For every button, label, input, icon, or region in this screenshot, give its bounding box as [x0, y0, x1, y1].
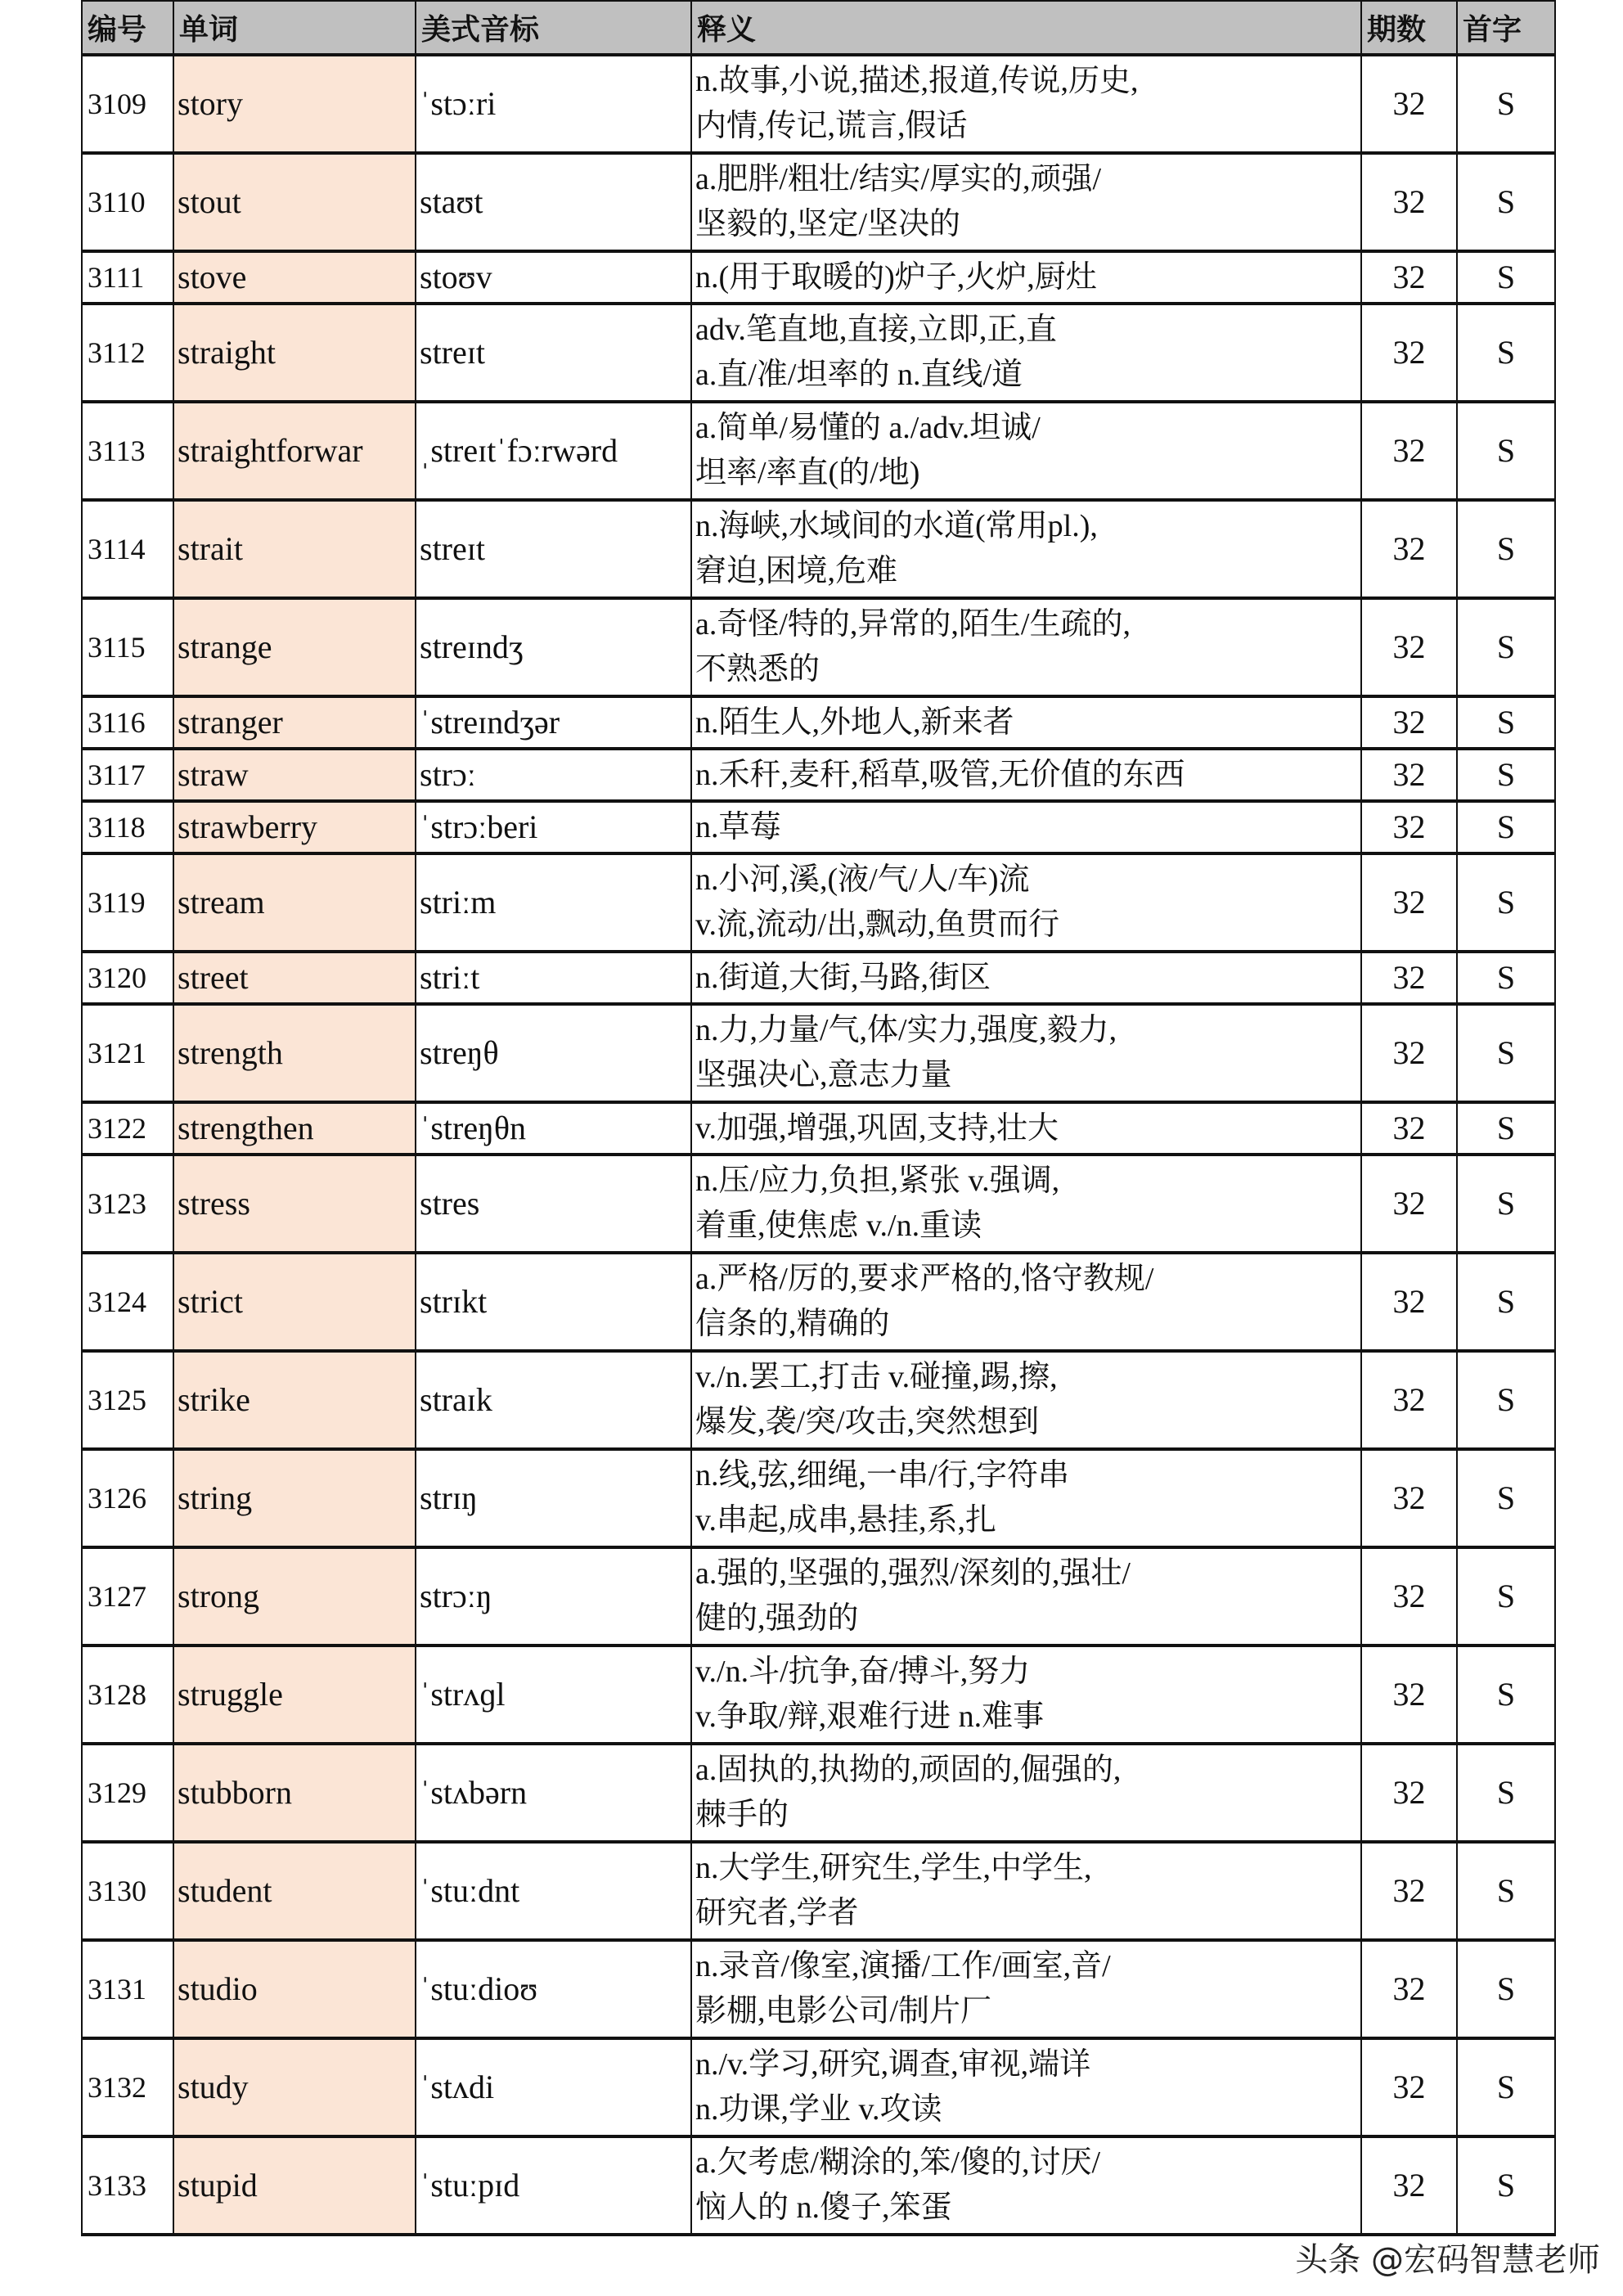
- row-definition: [691, 1940, 1361, 2038]
- row-definition: [691, 251, 1361, 304]
- row-word: strict: [173, 1253, 416, 1351]
- definition-line: 恼人的 n.傻子,笨蛋: [695, 2190, 952, 2225]
- table-row: [82, 1449, 1555, 1547]
- table-row: [82, 1645, 1555, 1744]
- row-word: stubborn: [173, 1744, 416, 1842]
- row-word: study: [173, 2038, 416, 2136]
- table-row: [82, 1547, 1555, 1645]
- row-issue: 32: [1361, 1155, 1457, 1253]
- row-id: 3131: [82, 1940, 173, 2038]
- row-word: straightforwar: [173, 402, 416, 500]
- row-initial: S: [1457, 2038, 1555, 2136]
- row-issue: 32: [1361, 251, 1457, 304]
- row-phonetic: ˈstɔːri: [416, 55, 691, 153]
- definition-line: n.海峡,水域间的水道(常用pl.),: [695, 509, 1098, 543]
- row-initial: S: [1457, 801, 1555, 853]
- row-word: stupid: [173, 2136, 416, 2235]
- table-row: [82, 801, 1555, 853]
- row-id: 3127: [82, 1547, 173, 1645]
- row-id: 3117: [82, 749, 173, 801]
- definition-line: 坦率/率直(的/地): [695, 456, 920, 490]
- row-word: story: [173, 55, 416, 153]
- row-initial: S: [1457, 304, 1555, 402]
- row-word: stress: [173, 1155, 416, 1253]
- row-phonetic: striːt: [416, 952, 691, 1004]
- definition-line: v.串起,成串,悬挂,系,扎: [695, 1503, 997, 1537]
- row-definition: [691, 1351, 1361, 1449]
- row-issue: 32: [1361, 853, 1457, 952]
- row-definition: [691, 1102, 1361, 1155]
- row-definition: [691, 1253, 1361, 1351]
- row-definition: [691, 1547, 1361, 1645]
- table-row: [82, 1102, 1555, 1155]
- header-issue: 期数: [1361, 1, 1457, 55]
- definition-line: n.功课,学业 v.攻读: [695, 2092, 942, 2127]
- row-definition: [691, 952, 1361, 1004]
- row-issue: 32: [1361, 500, 1457, 598]
- row-id: 3133: [82, 2136, 173, 2235]
- definition-line: n.线,弦,细绳,一串/行,字符串: [695, 1458, 1070, 1492]
- row-phonetic: striːm: [416, 853, 691, 952]
- definition-line: 健的,强劲的: [695, 1601, 859, 1636]
- row-word: string: [173, 1449, 416, 1547]
- row-initial: S: [1457, 749, 1555, 801]
- definition-line: a.简单/易懂的 a./adv.坦诚/: [695, 411, 1041, 445]
- row-phonetic: streŋθ: [416, 1004, 691, 1102]
- row-id: 3116: [82, 696, 173, 749]
- definition-line: n.力,力量/气,体/实力,强度,毅力,: [695, 1013, 1117, 1047]
- table-row: [82, 1940, 1555, 2038]
- definition-line: n.压/应力,负担,紧张 v.强调,: [695, 1164, 1060, 1198]
- definition-line: n.街道,大街,马路,街区: [695, 960, 991, 995]
- row-issue: 32: [1361, 55, 1457, 153]
- row-id: 3123: [82, 1155, 173, 1253]
- definition-line: adv.笔直地,直接,立即,正,直: [695, 313, 1057, 347]
- row-id: 3121: [82, 1004, 173, 1102]
- row-word: stream: [173, 853, 416, 952]
- definition-line: 棘手的: [695, 1798, 789, 1832]
- table-row: [82, 55, 1555, 153]
- row-phonetic: strɪkt: [416, 1253, 691, 1351]
- row-definition: [691, 1449, 1361, 1547]
- row-id: 3126: [82, 1449, 173, 1547]
- row-word: strawberry: [173, 801, 416, 853]
- header-initial: 首字: [1457, 1, 1555, 55]
- row-issue: 32: [1361, 1547, 1457, 1645]
- row-issue: 32: [1361, 1940, 1457, 2038]
- definition-line: v.流,流动/出,飘动,鱼贯而行: [695, 907, 1060, 942]
- row-id: 3125: [82, 1351, 173, 1449]
- row-initial: S: [1457, 402, 1555, 500]
- row-issue: 32: [1361, 1744, 1457, 1842]
- definition-line: n.录音/像室,演播/工作/画室,音/: [695, 1949, 1111, 1983]
- row-definition: [691, 402, 1361, 500]
- definition-line: a.直/准/坦率的 n.直线/道: [695, 358, 1023, 392]
- row-definition: [691, 1645, 1361, 1744]
- row-initial: S: [1457, 500, 1555, 598]
- definition-line: v./n.斗/抗争,奋/搏斗,努力: [695, 1654, 1031, 1689]
- row-phonetic: staʊt: [416, 153, 691, 251]
- table-row: [82, 2038, 1555, 2136]
- row-issue: 32: [1361, 2038, 1457, 2136]
- definition-line: 着重,使焦虑 v./n.重读: [695, 1209, 982, 1243]
- row-phonetic: streɪndʒ: [416, 598, 691, 696]
- table-row: [82, 402, 1555, 500]
- definition-line: v.争取/辩,艰难行进 n.难事: [695, 1699, 1045, 1734]
- table-row: [82, 696, 1555, 749]
- row-id: 3132: [82, 2038, 173, 2136]
- table-row: [82, 1842, 1555, 1940]
- definition-line: a.严格/厉的,要求严格的,恪守教规/: [695, 1262, 1154, 1296]
- table-row: [82, 304, 1555, 402]
- row-phonetic: strɔː: [416, 749, 691, 801]
- definition-line: a.奇怪/特的,异常的,陌生/生疏的,: [695, 607, 1131, 642]
- row-phonetic: streɪt: [416, 500, 691, 598]
- row-phonetic: ˈstʌdi: [416, 2038, 691, 2136]
- row-phonetic: ˈstuːpɪd: [416, 2136, 691, 2235]
- row-definition: [691, 2038, 1361, 2136]
- table-row: [82, 952, 1555, 1004]
- vocabulary-table: [81, 0, 1556, 2236]
- row-phonetic: ˈstʌbərn: [416, 1744, 691, 1842]
- row-word: struggle: [173, 1645, 416, 1744]
- definition-line: 坚强决心,意志力量: [695, 1058, 952, 1092]
- row-definition: [691, 1842, 1361, 1940]
- row-word: street: [173, 952, 416, 1004]
- row-phonetic: ˈstuːdioʊ: [416, 1940, 691, 2038]
- definition-line: 坚毅的,坚定/坚决的: [695, 207, 961, 241]
- table-row: [82, 853, 1555, 952]
- definition-line: n.小河,溪,(液/气/人/车)流: [695, 862, 1030, 897]
- table-row: [82, 1004, 1555, 1102]
- row-phonetic: ˈstuːdnt: [416, 1842, 691, 1940]
- row-id: 3115: [82, 598, 173, 696]
- row-id: 3122: [82, 1102, 173, 1155]
- row-id: 3113: [82, 402, 173, 500]
- table-row: [82, 749, 1555, 801]
- row-issue: 32: [1361, 1102, 1457, 1155]
- table-row: [82, 1744, 1555, 1842]
- row-word: straight: [173, 304, 416, 402]
- row-phonetic: ˈstrɔːberi: [416, 801, 691, 853]
- row-issue: 32: [1361, 952, 1457, 1004]
- row-initial: S: [1457, 1253, 1555, 1351]
- row-initial: S: [1457, 153, 1555, 251]
- definition-line: v./n.罢工,打击 v.碰撞,踢,擦,: [695, 1360, 1058, 1394]
- row-definition: [691, 696, 1361, 749]
- row-issue: 32: [1361, 598, 1457, 696]
- row-word: stove: [173, 251, 416, 304]
- row-word: strait: [173, 500, 416, 598]
- definition-line: 不熟悉的: [695, 652, 820, 687]
- row-initial: S: [1457, 1744, 1555, 1842]
- row-id: 3130: [82, 1842, 173, 1940]
- row-initial: S: [1457, 952, 1555, 1004]
- definition-line: a.欠考虑/糊涂的,笨/傻的,讨厌/: [695, 2145, 1101, 2180]
- definition-line: v.加强,增强,巩固,支持,壮大: [695, 1110, 1059, 1146]
- row-issue: 32: [1361, 304, 1457, 402]
- row-id: 3111: [82, 251, 173, 304]
- row-issue: 32: [1361, 1645, 1457, 1744]
- header-word: 单词: [173, 1, 416, 55]
- row-definition: [691, 598, 1361, 696]
- definition-line: 爆发,袭/突/攻击,突然想到: [695, 1405, 1040, 1439]
- row-initial: S: [1457, 1645, 1555, 1744]
- row-definition: [691, 153, 1361, 251]
- row-id: 3124: [82, 1253, 173, 1351]
- definition-line: n.(用于取暖的)炉子,火炉,厨灶: [695, 259, 1097, 295]
- row-word: student: [173, 1842, 416, 1940]
- row-phonetic: streɪt: [416, 304, 691, 402]
- definition-line: a.肥胖/粗壮/结实/厚实的,顽强/: [695, 162, 1102, 196]
- row-phonetic: ˈstreɪndʒər: [416, 696, 691, 749]
- row-initial: S: [1457, 55, 1555, 153]
- row-initial: S: [1457, 1102, 1555, 1155]
- definition-line: n./v.学习,研究,调查,审视,端详: [695, 2047, 1091, 2082]
- row-id: 3120: [82, 952, 173, 1004]
- row-initial: S: [1457, 598, 1555, 696]
- row-word: stranger: [173, 696, 416, 749]
- row-initial: S: [1457, 696, 1555, 749]
- table-row: [82, 1351, 1555, 1449]
- row-word: strength: [173, 1004, 416, 1102]
- definition-line: 内情,传记,谎言,假话: [695, 109, 968, 143]
- row-definition: [691, 1155, 1361, 1253]
- definition-line: 影棚,电影公司/制片厂: [695, 1994, 992, 2028]
- definition-line: n.陌生人,外地人,新来者: [695, 705, 1014, 740]
- definition-line: a.强的,坚强的,强烈/深刻的,强壮/: [695, 1556, 1131, 1591]
- row-initial: S: [1457, 2136, 1555, 2235]
- row-initial: S: [1457, 1940, 1555, 2038]
- definition-line: n.大学生,研究生,学生,中学生,: [695, 1851, 1092, 1885]
- definition-line: n.故事,小说,描述,报道,传说,历史,: [695, 64, 1139, 98]
- row-issue: 32: [1361, 1351, 1457, 1449]
- row-definition: [691, 2136, 1361, 2235]
- row-definition: [691, 801, 1361, 853]
- row-word: straw: [173, 749, 416, 801]
- row-initial: S: [1457, 1351, 1555, 1449]
- table-row: [82, 1253, 1555, 1351]
- definition-line: n.草莓: [695, 809, 781, 844]
- row-initial: S: [1457, 1449, 1555, 1547]
- row-definition: [691, 853, 1361, 952]
- header-row: [82, 1, 1555, 55]
- row-issue: 32: [1361, 2136, 1457, 2235]
- row-word: strike: [173, 1351, 416, 1449]
- row-definition: [691, 1004, 1361, 1102]
- row-definition: [691, 304, 1361, 402]
- definition-line: 研究者,学者: [695, 1896, 859, 1930]
- row-issue: 32: [1361, 1842, 1457, 1940]
- row-definition: [691, 1744, 1361, 1842]
- row-id: 3114: [82, 500, 173, 598]
- row-id: 3119: [82, 853, 173, 952]
- row-phonetic: strɪŋ: [416, 1449, 691, 1547]
- table-row: [82, 2136, 1555, 2235]
- row-issue: 32: [1361, 696, 1457, 749]
- watermark: 头条 @宏码智慧老师: [1295, 2241, 1600, 2279]
- row-id: 3110: [82, 153, 173, 251]
- row-issue: 32: [1361, 402, 1457, 500]
- row-phonetic: ˌstreɪtˈfɔːrwərd: [416, 402, 691, 500]
- row-issue: 32: [1361, 801, 1457, 853]
- row-word: strong: [173, 1547, 416, 1645]
- row-definition: [691, 500, 1361, 598]
- row-phonetic: strɔːŋ: [416, 1547, 691, 1645]
- header-id: 编号: [82, 1, 173, 55]
- row-phonetic: straɪk: [416, 1351, 691, 1449]
- table-row: [82, 1155, 1555, 1253]
- row-definition: [691, 749, 1361, 801]
- row-id: 3128: [82, 1645, 173, 1744]
- row-word: studio: [173, 1940, 416, 2038]
- row-word: stout: [173, 153, 416, 251]
- row-initial: S: [1457, 1155, 1555, 1253]
- row-issue: 32: [1361, 1004, 1457, 1102]
- row-definition: [691, 55, 1361, 153]
- row-issue: 32: [1361, 1449, 1457, 1547]
- row-id: 3129: [82, 1744, 173, 1842]
- header-definition: 释义: [691, 1, 1361, 55]
- row-initial: S: [1457, 1547, 1555, 1645]
- row-phonetic: ˈstrʌɡl: [416, 1645, 691, 1744]
- row-id: 3118: [82, 801, 173, 853]
- definition-line: 窘迫,困境,危难: [695, 554, 898, 588]
- row-initial: S: [1457, 853, 1555, 952]
- row-phonetic: ˈstreŋθn: [416, 1102, 691, 1155]
- table-row: [82, 153, 1555, 251]
- row-issue: 32: [1361, 153, 1457, 251]
- definition-line: n.禾秆,麦秆,稻草,吸管,无价值的东西: [695, 757, 1185, 792]
- row-phonetic: stoʊv: [416, 251, 691, 304]
- row-word: strengthen: [173, 1102, 416, 1155]
- row-initial: S: [1457, 1004, 1555, 1102]
- table-row: [82, 251, 1555, 304]
- row-word: strange: [173, 598, 416, 696]
- table-row: [82, 598, 1555, 696]
- row-id: 3112: [82, 304, 173, 402]
- table-row: [82, 500, 1555, 598]
- row-issue: 32: [1361, 1253, 1457, 1351]
- row-initial: S: [1457, 1842, 1555, 1940]
- definition-line: 信条的,精确的: [695, 1307, 890, 1341]
- row-issue: 32: [1361, 749, 1457, 801]
- row-id: 3109: [82, 55, 173, 153]
- definition-line: a.固执的,执拗的,顽固的,倔强的,: [695, 1753, 1122, 1787]
- header-phonetic: 美式音标: [416, 1, 691, 55]
- row-initial: S: [1457, 251, 1555, 304]
- row-phonetic: stres: [416, 1155, 691, 1253]
